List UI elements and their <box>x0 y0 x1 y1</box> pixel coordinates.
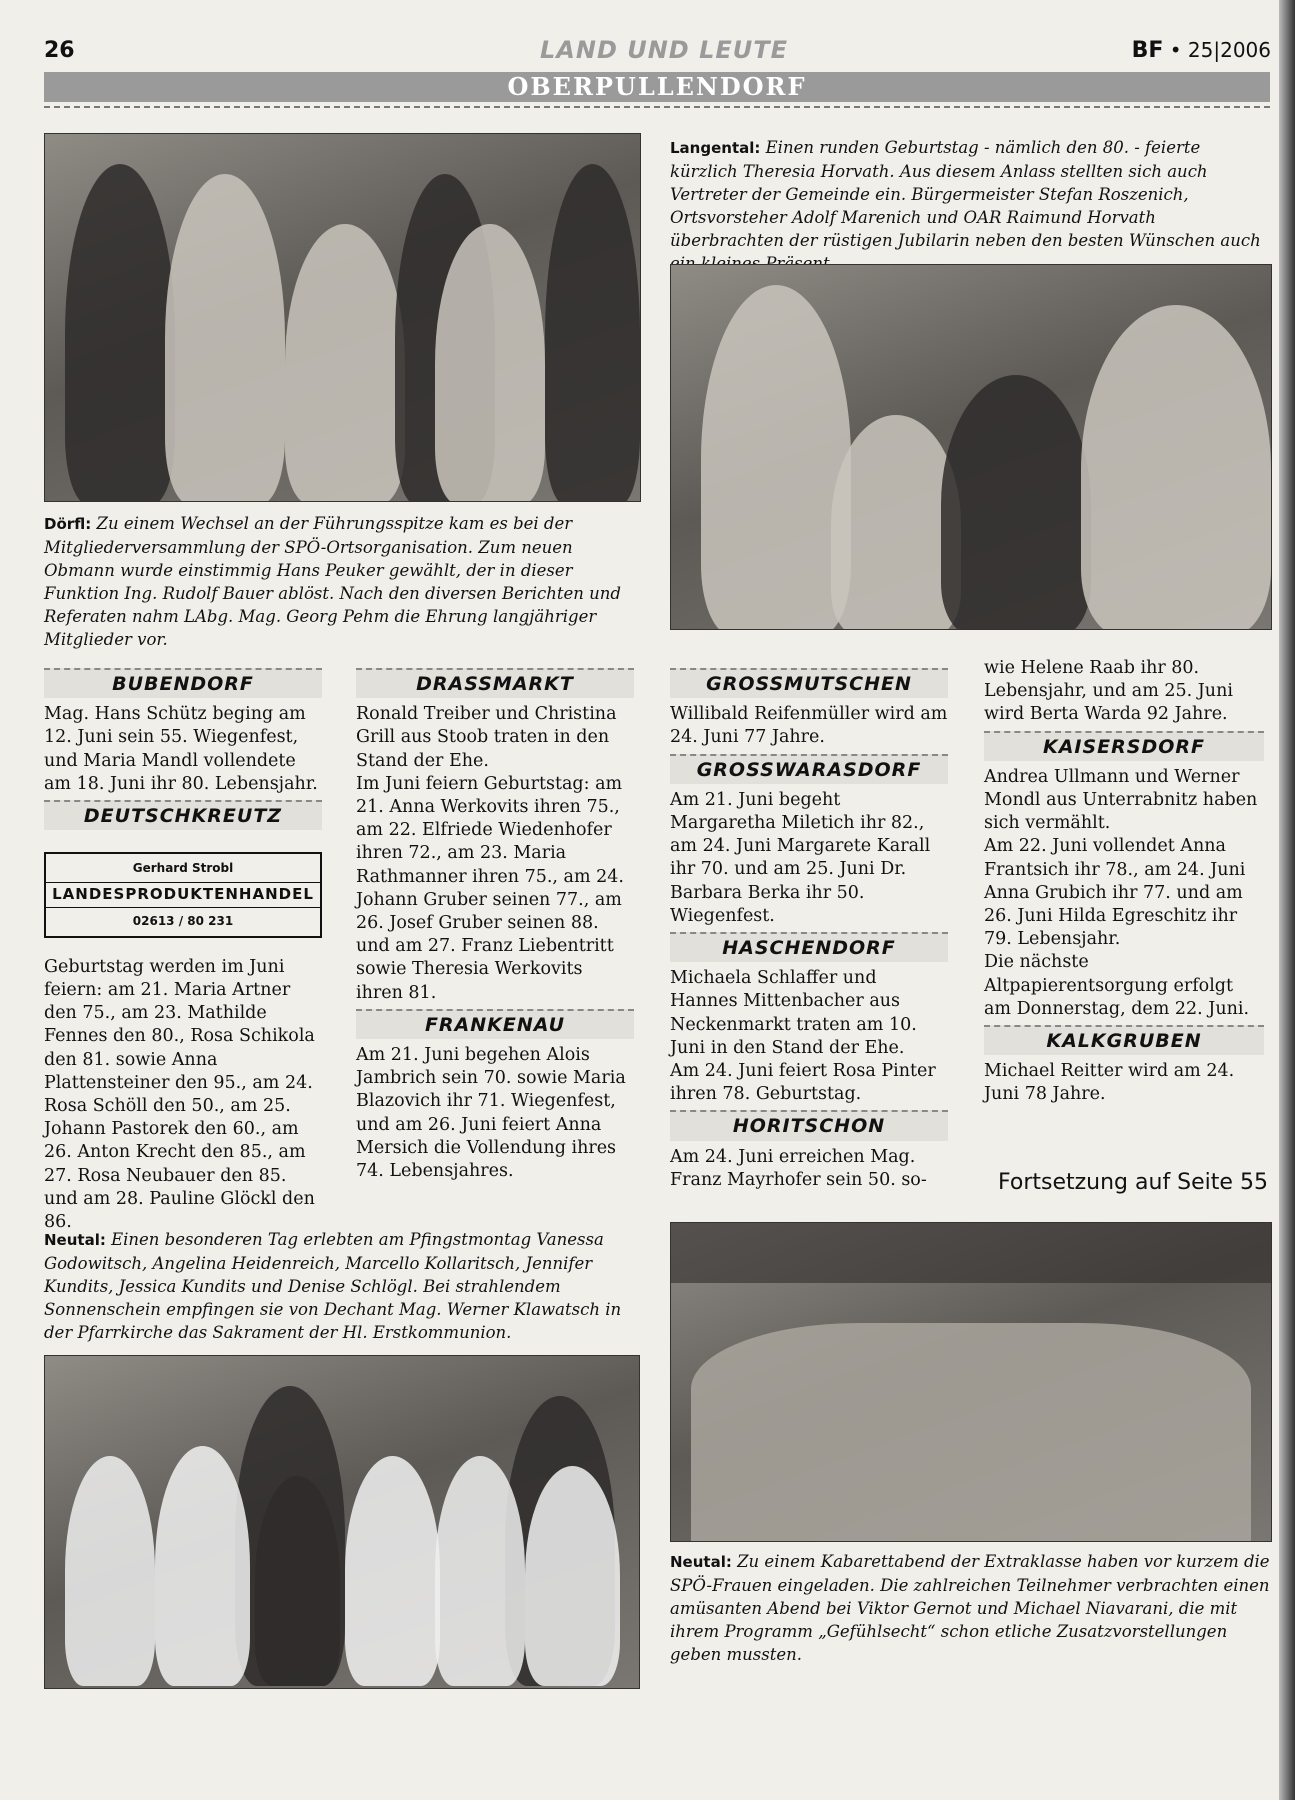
ad-name: Gerhard Strobl <box>132 861 234 876</box>
photo-neutal-cabaret <box>670 1222 1272 1542</box>
text-bubendorf: Mag. Hans Schütz beging am 12. Juni sein 55. Wiegenfest, und Maria Mandl vollendete am 18. Juni ihr 80. Lebensjahr. <box>44 704 318 794</box>
heading-drassmarkt: DRASSMARKT <box>356 668 634 698</box>
photo-neutal-communion <box>44 1355 640 1689</box>
text-horitschon-continued: wie Helene Raab ihr 80. Lebensjahr, und am 25. Juni wird Berta Warda 92 Jahre. <box>984 658 1233 725</box>
continued-note: Fortsetzung auf Seite 55 <box>998 1170 1268 1195</box>
ad-phone: 02613 / 80 231 <box>132 913 234 928</box>
text-kaisersdorf-3: Die nächste Altpapierentsorgung erfolgt am Donnerstag, dem 22. Juni. <box>984 952 1250 1019</box>
caption-neutal-communion: Neutal: Einen besonderen Tag erlebten am Pfingstmontag Vanessa Godowitsch, Angelina Heidenreich, Marcello Kollaritsch, Jennifer Kundits, Jessica Kundits und Denise Schlögl. Bei strahlendem Sonnenschein empfingen sie von Dechant Mag. Werner Klawatsch in der Pfarrkirche das Sakrament der Hl. Erstkommunion. <box>44 1230 622 1342</box>
caption-neutal-cabaret: Neutal: Zu einem Kabarettabend der Extraklasse haben vor kurzem die SPÖ-Frauen eingeladen. Die zahlreichen Teilnehmer verbrachten einen amüsanten Abend bei Viktor Gernot und Michael Niavarani, die mit ihrem Programm „Gefühlsecht“ schon etliche Zusatzvorstellungen geben mussten. <box>670 1552 1270 1664</box>
advertisement <box>44 852 322 938</box>
page-spine-shadow <box>1279 0 1295 1800</box>
region-banner: OBERPULLENDORF <box>44 72 1270 102</box>
text-horitschon: Am 24. Juni erreichen Mag. Franz Mayrhofer sein 50. so- <box>670 1146 927 1190</box>
column-2 <box>356 664 634 1183</box>
caption-doerfl: Dörfl: Zu einem Wechsel an der Führungsspitze kam es bei der Mitgliederversammlung der SPÖ-Ortsorganisation. Zum neuen Obmann wurde einstimmig Hans Peuker gewählt, der in dieser Funktion Ing. Rudolf Bauer ablöst. Nach den diversen Berichten und Referaten nahm LAbg. Mag. Georg Pehm die Ehrung langjähriger Mitglieder vor. <box>44 514 621 649</box>
column-1 <box>44 664 322 1234</box>
heading-kaisersdorf: KAISERSDORF <box>984 731 1264 761</box>
text-grossmutschen: Willibald Reifenmüller wird am 24. Juni 77 Jahre. <box>670 704 948 748</box>
heading-haschendorf: HASCHENDORF <box>670 932 948 962</box>
heading-frankenau: FRANKENAU <box>356 1009 634 1039</box>
column-3 <box>670 664 948 1192</box>
text-haschendorf-2: Am 24. Juni feiert Rosa Pinter ihren 78. Geburtstag. <box>670 1061 936 1105</box>
text-kalkgruben: Michael Reitter wird am 24. Juni 78 Jahre. <box>984 1061 1235 1105</box>
ad-business: LANDESPRODUKTENHANDEL <box>46 882 320 907</box>
page-number: 26 <box>44 38 75 63</box>
magazine-name: BF <box>1131 38 1164 63</box>
text-haschendorf-1: Michaela Schlaffer und Hannes Mittenbacher aus Neckenmarkt traten am 10. Juni in den Stand der Ehe. <box>670 968 917 1058</box>
photo-langental <box>670 264 1272 630</box>
issue-info: BF • 25|2006 <box>1131 38 1271 63</box>
text-deutschkreutz: Geburtstag werden im Juni feiern: am 21. Maria Artner den 75., am 23. Mathilde Fennes den 80., Rosa Schikola den 81. sowie Anna Plattensteiner den 95., am 24. Rosa Schöll den 50., am 25. Johann Pastorek den 60., am 26. Anton Krecht den 85., am 27. Rosa Neubauer den 85. und am 28. Pauline Glöckl den 86. <box>44 956 315 1233</box>
section-title: LAND UND LEUTE <box>540 36 789 64</box>
heading-kalkgruben: KALKGRUBEN <box>984 1025 1264 1055</box>
caption-langental: Langental: Einen runden Geburtstag - nämlich den 80. - feierte kürzlich Theresia Horvath. Aus diesem Anlass stellten sich auch Vertreter der Gemeinde ein. Bürgermeister Stefan Roszenich, Ortsvorsteher Adolf Marenich und OAR Raimund Horvath überbrachten der rüstigen Jubilarin neben den besten Wünschen auch <box>670 138 1261 250</box>
text-grosswarasdorf: Am 21. Juni begeht Margaretha Miletich ihr 82., am 24. Juni Margarete Karall ihr 70. und am 25. Juni Dr. Barbara Berka ihr 50. Wiegenfest. <box>670 789 931 926</box>
text-kaisersdorf-1: Andrea Ullmann und Werner Mondl aus Unterrabnitz haben sich vermählt. <box>984 766 1258 834</box>
text-drassmarkt-1: Ronald Treiber und Christina Grill aus Stoob traten in den Stand der Ehe. <box>356 704 617 771</box>
column-4 <box>984 657 1264 1107</box>
photo-doerfl-group <box>44 133 641 502</box>
heading-horitschon: HORITSCHON <box>670 1110 948 1140</box>
header-divider <box>44 106 1270 108</box>
text-drassmarkt-2: Im Juni feiern Geburtstag: am 21. Anna Werkovits ihren 75., am 22. Elfriede Wiedenhofer ihren 72., am 23. Maria Rathmanner ihren 75., am 24. Johann Gruber seinen 77., am 26. Josef Gruber seinen 88. und am 27. Franz Liebentritt sowie Theresia Werkovits ihren 81. <box>356 773 624 1003</box>
text-frankenau: Am 21. Juni begehen Alois Jambrich sein 70. sowie Maria Blazovich ihr 71. Wiegenfest, und am 26. Juni feiert Anna Mersich die Vollendung ihres 74. Lebensjahres. <box>356 1045 626 1182</box>
issue-number: 25|2006 <box>1187 38 1271 62</box>
heading-grossmutschen: GROSSMUTSCHEN <box>670 668 948 698</box>
heading-grosswarasdorf: GROSSWARASDORF <box>670 754 948 784</box>
heading-deutschkreutz: DEUTSCHKREUTZ <box>44 800 322 830</box>
heading-bubendorf: BUBENDORF <box>44 668 322 698</box>
text-kaisersdorf-2: Am 22. Juni vollendet Anna Frantsich ihr 78., am 24. Juni Anna Grubich ihr 77. und am 26. Juni Hilda Egreschitz ihr 79. Lebensjahr. <box>984 836 1246 950</box>
